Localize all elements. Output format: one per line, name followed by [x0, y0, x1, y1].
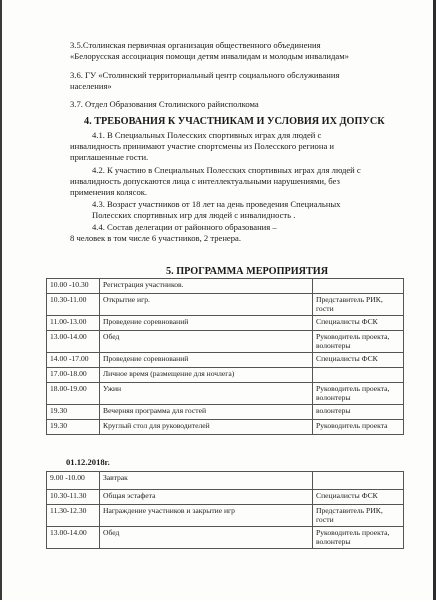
p-4-2-line-1: 4.2. К участию в Специальных Полесских спортивных играх для людей с [92, 165, 361, 175]
p-4-1-line-2: инвалидность принимают участие спортсмены из Полесского региона и [70, 141, 335, 151]
program-table-day-2 [46, 471, 404, 549]
table-row [47, 368, 404, 383]
event-cell: Обед [100, 527, 313, 549]
event-cell: Обед [100, 331, 313, 353]
responsible-cell: Руководитель проекта [313, 420, 404, 435]
responsible-cell: Специалисты ФСК [313, 353, 404, 368]
responsible-cell: Специалисты ФСК [313, 490, 404, 505]
table-row [47, 420, 404, 435]
responsible-cell: Представитель РИК, гости [313, 294, 404, 316]
responsible-cell: Представитель РИК, гости [313, 505, 404, 527]
event-cell: Награждение участников и закрытие игр [100, 505, 313, 527]
time-cell: 11.30-12.30 [47, 505, 100, 527]
section-5-title: 5. ПРОГРАММА МЕРОПРИЯТИЯ [166, 266, 329, 277]
table-row [47, 316, 404, 331]
date-day-2: 01.12.2018г. [66, 457, 110, 467]
time-cell: 14.00 -17.00 [47, 353, 100, 368]
time-cell: 11.00-13.00 [47, 316, 100, 331]
responsible-cell: Руководитель проекта, волонтеры [313, 331, 404, 353]
table-row [47, 279, 404, 294]
event-cell: Проведение соревнований [100, 316, 313, 331]
time-cell: 19.30 [47, 405, 100, 420]
event-cell: Регистрация участников. [100, 279, 313, 294]
event-cell: Открытие игр. [100, 294, 313, 316]
p-4-4-line-2: 8 человек в том числе 6 участников, 2 тренера. [70, 233, 241, 243]
responsible-cell: волонтеры [313, 405, 404, 420]
time-cell: 9.00 -10.00 [47, 472, 100, 490]
scan-edge-left [0, 0, 2, 600]
event-cell: Проведение соревнований [100, 353, 313, 368]
event-cell: Завтрак [100, 472, 313, 490]
responsible-cell: Руководитель проекта, волонтеры [313, 527, 404, 549]
time-cell: 18.00-19.00 [47, 383, 100, 405]
table-row [47, 405, 404, 420]
event-cell: Круглый стол для руководителей [100, 420, 313, 435]
responsible-cell [313, 279, 404, 294]
event-cell: Личное время (размещение для ночлега) [100, 368, 313, 383]
p-4-4-line-1: 4.4. Состав делегации от районного образования – [92, 222, 277, 232]
p-4-3-line-1: 4.3. Возраст участников от 18 лет на день проведения Специальных [92, 199, 341, 209]
table-row [47, 472, 404, 490]
responsible-cell [313, 368, 404, 383]
event-cell: Ужин [100, 383, 313, 405]
time-cell: 17.00-18.00 [47, 368, 100, 383]
time-cell: 10.00 -10.30 [47, 279, 100, 294]
p-4-2-line-2: инвалидность допускаются лица с интеллектуальными нарушениями, без [70, 176, 340, 186]
table-row [47, 331, 404, 353]
time-cell: 19.30 [47, 420, 100, 435]
program-table-day-1 [46, 278, 404, 435]
item-3-5-line-1: 3.5.Столинская первичная организация общественного объединения [70, 40, 321, 50]
section-4-title: 4. ТРЕБОВАНИЯ К УЧАСТНИКАМ И УСЛОВИЯ ИХ ДОПУСК [84, 116, 385, 127]
table-row [47, 527, 404, 549]
time-cell: 13.00-14.00 [47, 527, 100, 549]
item-3-6-line-2: населения» [70, 81, 112, 91]
p-4-1-line-3: приглашенные гости. [70, 152, 149, 162]
time-cell: 10.30-11.00 [47, 294, 100, 316]
p-4-2-line-3: применения колясок. [70, 187, 148, 197]
event-cell: Общая эстафета [100, 490, 313, 505]
responsible-cell [313, 472, 404, 490]
p-4-3-line-2: Полесских спортивных игр для людей с инвалидность . [92, 210, 296, 220]
p-4-1-line-1: 4.1. В Специальных Полесских спортивных играх для людей с [92, 130, 322, 140]
responsible-cell: Руководитель проекта, волонтеры [313, 383, 404, 405]
table-row [47, 294, 404, 316]
time-cell: 13.00-14.00 [47, 331, 100, 353]
table-row [47, 505, 404, 527]
time-cell: 10.30-11.30 [47, 490, 100, 505]
table-row [47, 383, 404, 405]
item-3-5-line-2: «Белорусская ассоциация помощи детям инвалидам и молодым инвалидам» [70, 51, 349, 61]
table-row [47, 353, 404, 368]
responsible-cell: Специалисты ФСК [313, 316, 404, 331]
table-row [47, 490, 404, 505]
event-cell: Вечерняя программа для гостей [100, 405, 313, 420]
item-3-7: 3.7. Отдел Образования Столинского райисполкома [70, 99, 259, 109]
item-3-6-line-1: 3.6. ГУ «Столинский территориальный центр социального обслуживания [70, 70, 340, 80]
